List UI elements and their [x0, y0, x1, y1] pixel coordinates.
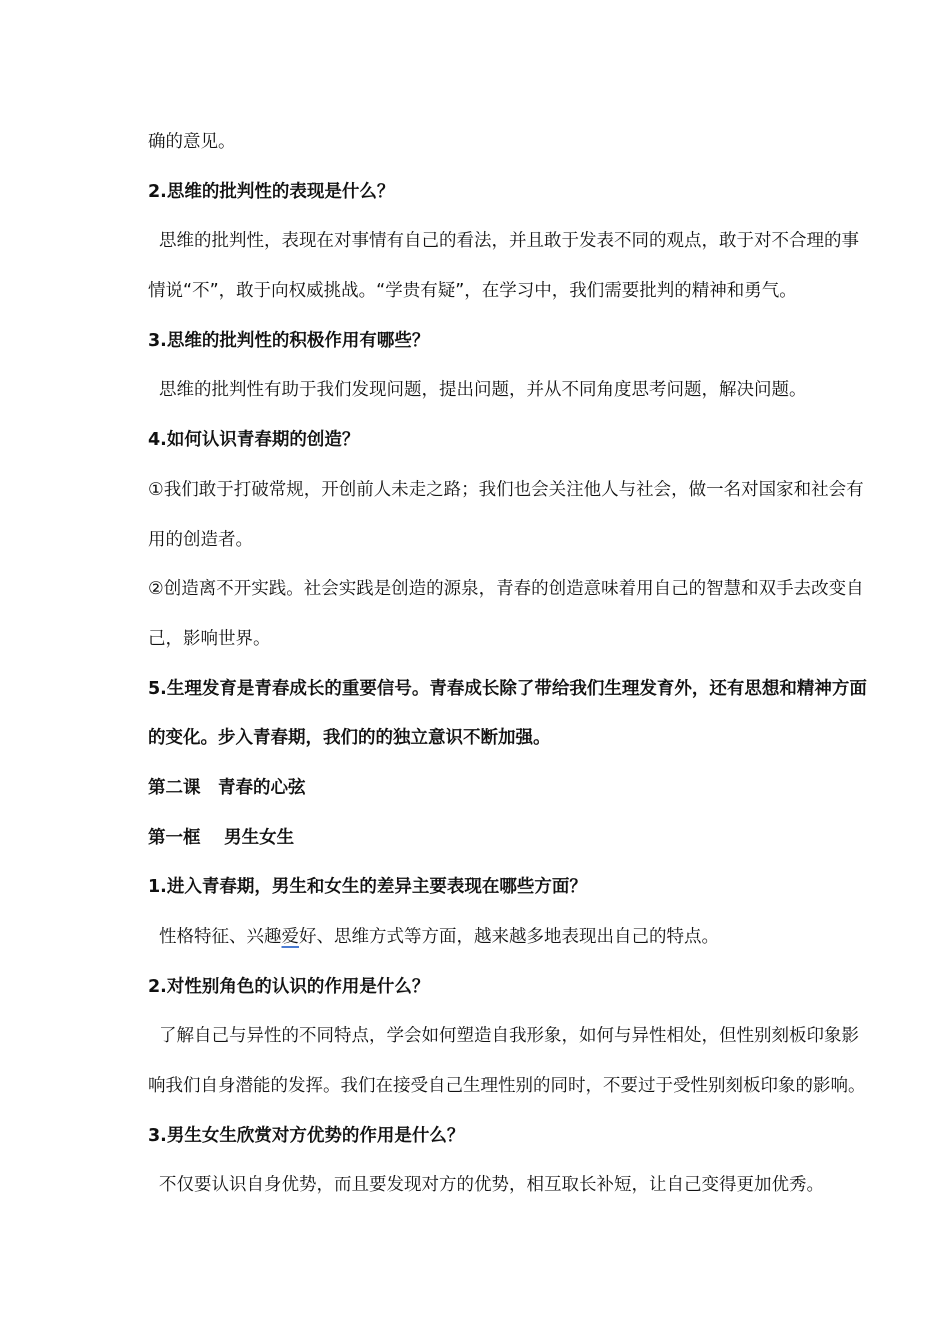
answer-text-line: 响我们自身潜能的发挥。我们在接受自己生理性别的同时，不要过于受性别刻板印象的影响。	[148, 1076, 866, 1097]
spellcheck-marked-text: 爱	[281, 927, 299, 947]
answer-text-line: 己，影响世界。	[148, 628, 271, 649]
body-text-line: 确的意见。	[148, 132, 236, 152]
answer-text-line	[148, 913, 928, 963]
answer-text-line: 了解自己与异性的不同特点，学会如何塑造自我形象，如何与异性相处，但性别刻板印象影	[159, 1026, 859, 1047]
question-heading: 4.如何认识青春期的创造？	[148, 430, 360, 451]
answer-text-segment: 好、思维方式等方面，越来越多地表现出自己的特点。	[299, 927, 719, 947]
answer-text-segment: 性格特征、兴趣	[159, 927, 282, 947]
key-point-text: 的变化。步入青春期，我们的的独立意识不断加强。	[148, 728, 551, 749]
answer-text-line: 思维的批判性，表现在对事情有自己的看法，并且敢于发表不同的观点，敢于对不合理的事	[159, 231, 859, 252]
section-title: 第一框 男生女生	[148, 827, 295, 848]
key-point-text: 5.生理发育是青春成长的重要信号。青春成长除了带给我们生理发育外，还有思想和精神方面	[148, 678, 867, 699]
question-heading: 2.思维的批判性的表现是什么？	[148, 181, 395, 202]
answer-text-line: ①我们敢于打破常规，开创前人未走之路；我们也会关注他人与社会，做一名对国家和社会有	[148, 479, 864, 500]
answer-text-line: 情说“不”，敢于向权威挑战。“学贵有疑”，在学习中，我们需要批判的精神和勇气。	[148, 281, 797, 302]
lesson-title: 第二课 青春的心弦	[148, 777, 306, 798]
question-heading: 1.进入青春期，男生和女生的差异主要表现在哪些方面？	[148, 877, 587, 898]
question-heading: 3.思维的批判性的积极作用有哪些？	[148, 330, 430, 351]
answer-text-line: 用的创造者。	[148, 529, 253, 550]
question-heading: 2.对性别角色的认识的作用是什么？	[148, 976, 430, 997]
question-heading: 3.男生女生欣赏对方优势的作用是什么？	[148, 1125, 465, 1146]
document-page	[148, 118, 928, 1211]
answer-text-line: ②创造离不开实践。社会实践是创造的源泉，青春的创造意味着用自己的智慧和双手去改变自	[148, 579, 864, 600]
answer-text-line: 思维的批判性有助于我们发现问题，提出问题，并从不同角度思考问题，解决问题。	[159, 380, 807, 401]
answer-text-line: 不仅要认识自身优势，而且要发现对方的优势，相互取长补短，让自己变得更加优秀。	[159, 1175, 824, 1196]
